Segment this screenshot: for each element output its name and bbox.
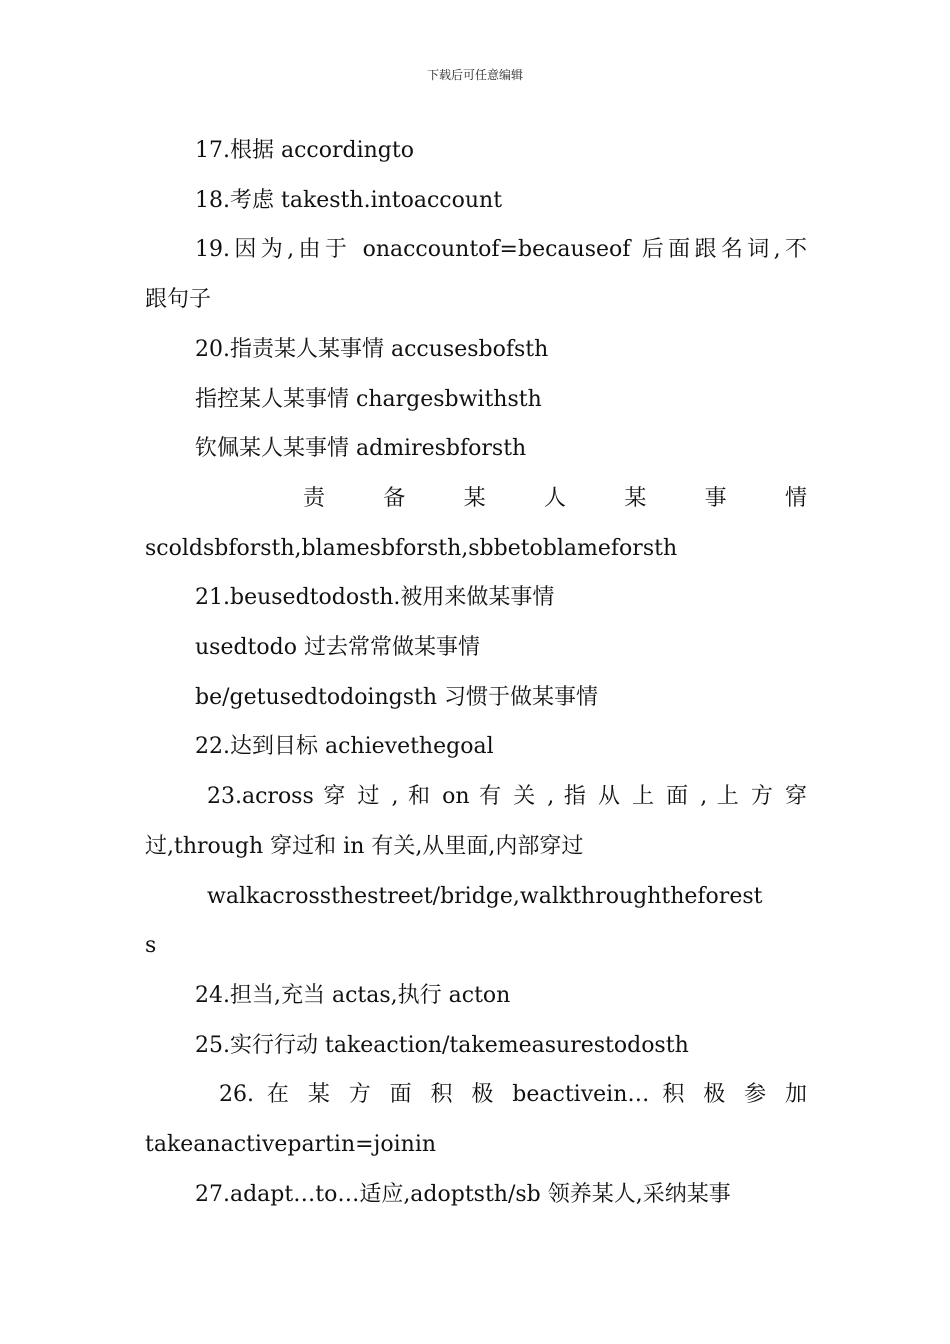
entry-26-continued: takeanactivepartin=joinin [145, 1132, 437, 1158]
entry-23-continued: 过,through 穿过和 in 有关,从里面,内部穿过 [145, 833, 584, 859]
entry-21: 21.beusedtodosth.被用来做某事情 [195, 585, 555, 611]
entry-23-example-continued: s [145, 933, 157, 959]
page-header: 下载后可任意编辑 [426, 68, 523, 82]
entry-20-blame-continued: scoldsbforsth,blamesbforsth,sbbetoblameforsth [145, 535, 678, 561]
document-body [145, 126, 807, 1219]
entry-21-getused: be/getusedtodoingsth 习惯于做某事情 [195, 684, 599, 710]
entry-20-charge: 指控某人某事情 chargesbwithsth [195, 386, 542, 412]
entry-21-usedtodo: usedtodo 过去常常做某事情 [195, 635, 480, 661]
entry-20: 20.指责某人某事情 accusesbofsth [195, 336, 549, 362]
entry-19-continued: 跟句子 [145, 287, 212, 313]
entry-27: 27.adapt…to…适应,adoptsth/sb 领养某人,采纳某事 [195, 1181, 731, 1207]
entry-18: 18.考虑 takesth.intoaccount [195, 187, 503, 213]
entry-20-admire: 钦佩某人某事情 admiresbforsth [195, 436, 527, 462]
entry-22: 22.达到目标 achievethegoal [195, 734, 494, 760]
entry-26: 26. 在 某 方 面 积 极 beactivein… 积 极 参 加 [219, 1082, 807, 1108]
entry-23-example: walkacrossthestreet/bridge,walkthroughtheforest [207, 883, 763, 909]
entry-17: 17.根据 accordingto [195, 138, 414, 163]
entry-23: 23.across 穿 过 , 和 on 有 关 , 指 从 上 面 , 上 方 穿 [207, 784, 807, 810]
entry-24: 24.担当,充当 actas,执行 acton [195, 982, 511, 1008]
entry-25: 25.实行行动 takeaction/takemeasurestodosth [195, 1032, 689, 1058]
entry-20-blame: 责 备 某 人 某 事 情 [303, 485, 807, 511]
entry-19: 19.因为,由于 onaccountof=becauseof 后面跟名词,不 [195, 237, 807, 263]
